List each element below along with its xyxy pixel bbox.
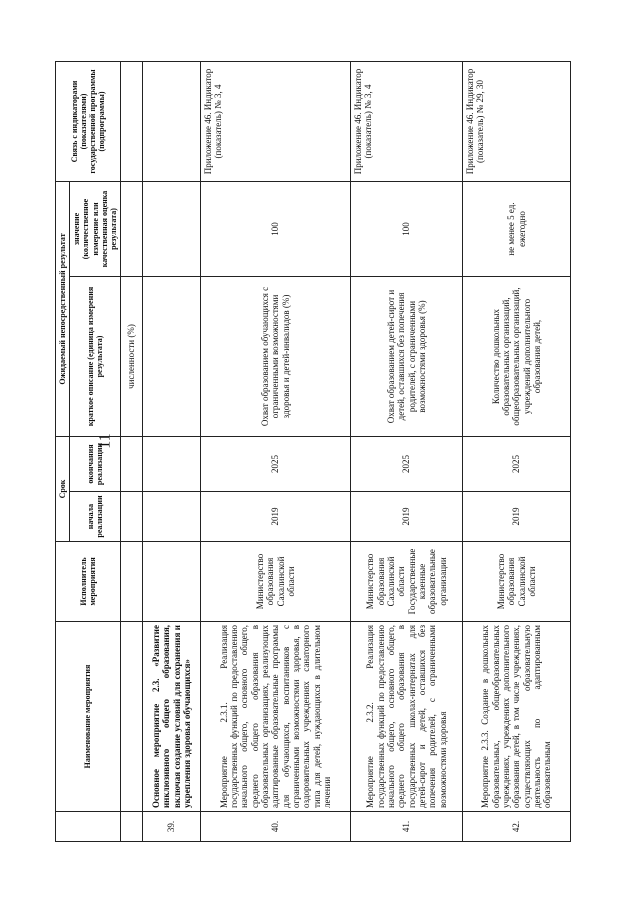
table-row (463, 62, 571, 842)
row-value: не менее 5 ед. ежегодно (463, 182, 571, 277)
page-number: 11 (96, 433, 114, 449)
header-executor: Исполнитель мероприятия (56, 542, 121, 622)
row-end: 2025 (463, 437, 571, 492)
row-name: Мероприятие 2.3.3. Создание в дошкольных образовательных, общеобразовательных учреждениях, учреждениях дополнительного образования детей, в том числе учреждениях, осуществляющих образовательную деятельность по адаптированным образовательным (463, 622, 571, 812)
row-link: Приложение 46. Индикатор (показатель) № 3, 4 (351, 62, 463, 182)
row-desc: Охват образованием обучающихся с ограниченными возможностями здоровья и детей-инвалидов (%) (201, 277, 351, 437)
row-end: 2025 (351, 437, 463, 492)
header-name: Наименование мероприятия (56, 622, 121, 812)
row-desc: Количество дошкольных образовательных организаций, общеобразовательных организаций, учреждений дополнительного образования детей, (463, 277, 571, 437)
table-row (143, 62, 201, 842)
header-desc: краткое описание (единица измерения результата) (70, 277, 121, 437)
row-number: 41. (351, 812, 463, 842)
row-end: 2025 (201, 437, 351, 492)
row-number: 40. (201, 812, 351, 842)
row-number: 42. (463, 812, 571, 842)
table-row (201, 62, 351, 842)
row-name: Мероприятие 2.3.2. Реализация государственных функций по предоставлению начального общего, основного общего, среднего общего образования в государственных школах-интернатах для детей-сирот и детей, оставшихся без попечения родителей, с ограниченными возможностями здоровья (351, 622, 463, 812)
row-value (143, 182, 201, 277)
row-executor: Министерство образования Сахалинской области (201, 542, 351, 622)
header-end: окончания реализации (70, 437, 121, 492)
table-row (351, 62, 463, 842)
row-desc: Охват образованием детей-сирот и детей, оставшихся без попечения родителей, с ограниченными возможностями здоровья (%) (351, 277, 463, 437)
continuation-desc: численности (%) (121, 277, 143, 437)
row-number: 39. (143, 812, 201, 842)
header-link: Связь с индикаторами (показателями) государственной программы (подпрограммы) (56, 62, 121, 182)
row-name: Мероприятие 2.3.1. Реализация государственных функций по предоставлению начального общего, основного общего, среднего общего образования в образовательных организациях, реализующих адаптированные образовательные программы для обучающихся, воспитанников с ограниченными возможностями здоровья, в оздоровительных учреждениях санаторного типа для детей, нуждающихся в длительном лечении (201, 622, 351, 812)
row-executor (143, 542, 201, 622)
continuation-row (121, 62, 143, 842)
header-start: начала реализации (70, 492, 121, 542)
header-num (56, 812, 121, 842)
row-name: Основное мероприятие 2.3. «Развитие инклюзивного общего образования, включая создание условий для сохранения и укрепления здоровья обучающихся» (143, 622, 201, 812)
row-end (143, 437, 201, 492)
row-start: 2019 (201, 492, 351, 542)
row-executor: Министерство образования Сахалинской области (463, 542, 571, 622)
row-link: Приложение 46. Индикатор (показатель) № 29, 30 (463, 62, 571, 182)
row-link: Приложение 46. Индикатор (показатель) № 3, 4 (201, 62, 351, 182)
row-desc (143, 277, 201, 437)
row-start: 2019 (351, 492, 463, 542)
rotated-table-container (55, 62, 585, 842)
measures-table (55, 61, 571, 842)
header-row-1 (56, 62, 70, 842)
row-value: 100 (201, 182, 351, 277)
header-expected: Ожидаемый непосредственный результат (56, 182, 70, 437)
row-start (143, 492, 201, 542)
header-value: значение (количественное измерение или качественная оценка результата) (70, 182, 121, 277)
header-term: Срок (56, 437, 70, 542)
row-start: 2019 (463, 492, 571, 542)
row-link (143, 62, 201, 182)
row-executor: Министерство образования Сахалинской области Государственные казенные образовательные организации (351, 542, 463, 622)
row-value: 100 (351, 182, 463, 277)
